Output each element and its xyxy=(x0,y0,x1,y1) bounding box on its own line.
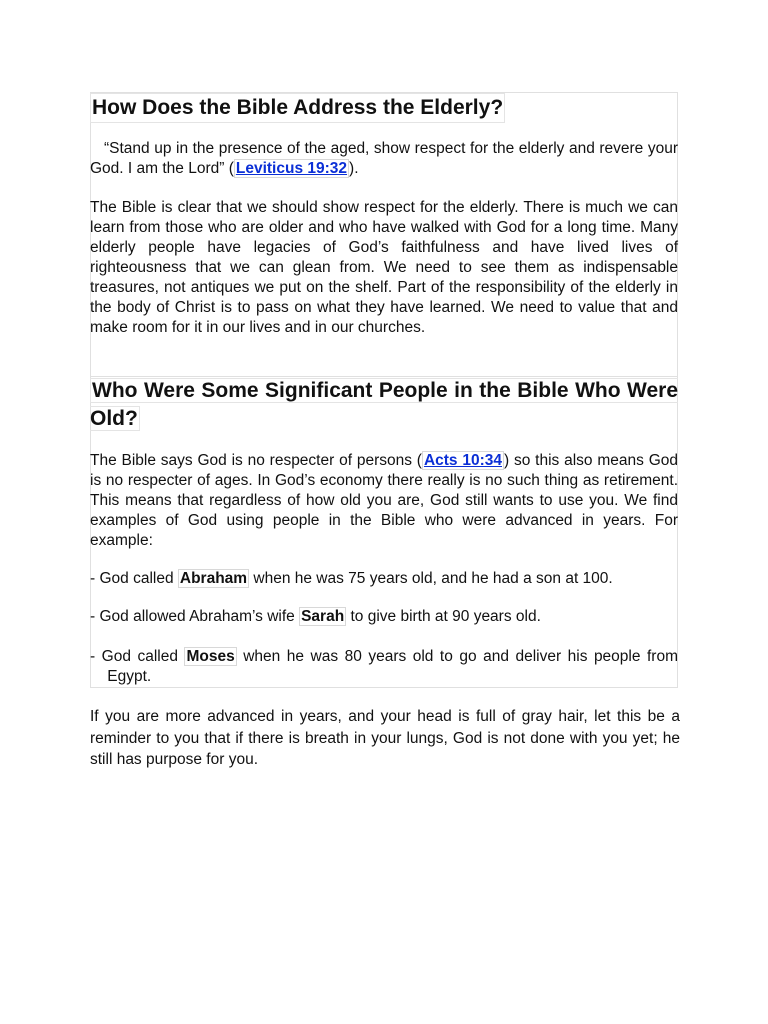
example-moses xyxy=(90,647,678,687)
closing-paragraph: If you are more advanced in years, and your head is full of gray hair, let this be a reminder to you that if there is breath in your lungs, God is not done with you yet; he still has purpose for you. xyxy=(90,708,680,768)
example3-end: Egypt. xyxy=(107,668,152,685)
example1-suffix: when he was 75 years old, and he had a son at 100. xyxy=(249,570,613,587)
intro-start: The Bible says God is no respecter of persons ( xyxy=(90,452,422,469)
example3-prefix: - God called xyxy=(90,648,185,665)
leviticus-link[interactable]: Leviticus 19:32 xyxy=(235,160,348,177)
respecter-paragraph xyxy=(90,451,678,551)
example2-suffix: to give birth at 90 years old. xyxy=(346,608,541,625)
heading-text-2: Who Were Some Significant People in the Bible Who Were Old? xyxy=(90,379,678,430)
example-abraham xyxy=(90,569,678,589)
example3-suffix: when he was 80 years old to go and deliver his people from xyxy=(236,648,678,665)
quote-end: ). xyxy=(349,160,359,177)
heading-text-1: How Does the Bible Address the Elderly? xyxy=(90,93,505,123)
respect-paragraph: The Bible is clear that we should show respect for the elderly. There is much we can learn from those who are older and who have walked with God for a long time. Many elderly people have legacies of God’s faithfulness and have lived lives of righteousness that we can glean from. We need to see them as indispensable treasures, not antiques we put on the shelf. Part of the responsibility of the elderly in the body of Christ is to pass on what they have learned. We need to value that and make room for it in our lives and in our churches. xyxy=(90,199,678,336)
heading-elderly xyxy=(90,93,505,123)
example2-prefix: - God allowed Abraham’s wife xyxy=(90,608,300,625)
acts-link[interactable]: Acts 10:34 xyxy=(423,452,503,469)
example-sarah xyxy=(90,607,678,627)
name-sarah: Sarah xyxy=(301,608,345,625)
name-moses: Moses xyxy=(186,648,235,665)
intro-end: ) so this also means God is no respecter of ages. In God’s economy there really is no such thing as retirement. This means that regardless of how old you are, God still wants to use you. We find examples of God using people in the Bible who were advanced in years. For example: xyxy=(90,452,678,549)
quote-text: “Stand up in the presence of the aged, show respect for the elderly and revere your God. I am the Lord” ( xyxy=(90,140,678,177)
heading-significant-people xyxy=(90,377,678,433)
name-abraham: Abraham xyxy=(179,570,248,587)
example1-prefix: - God called xyxy=(90,570,178,587)
scripture-quote xyxy=(90,139,678,179)
